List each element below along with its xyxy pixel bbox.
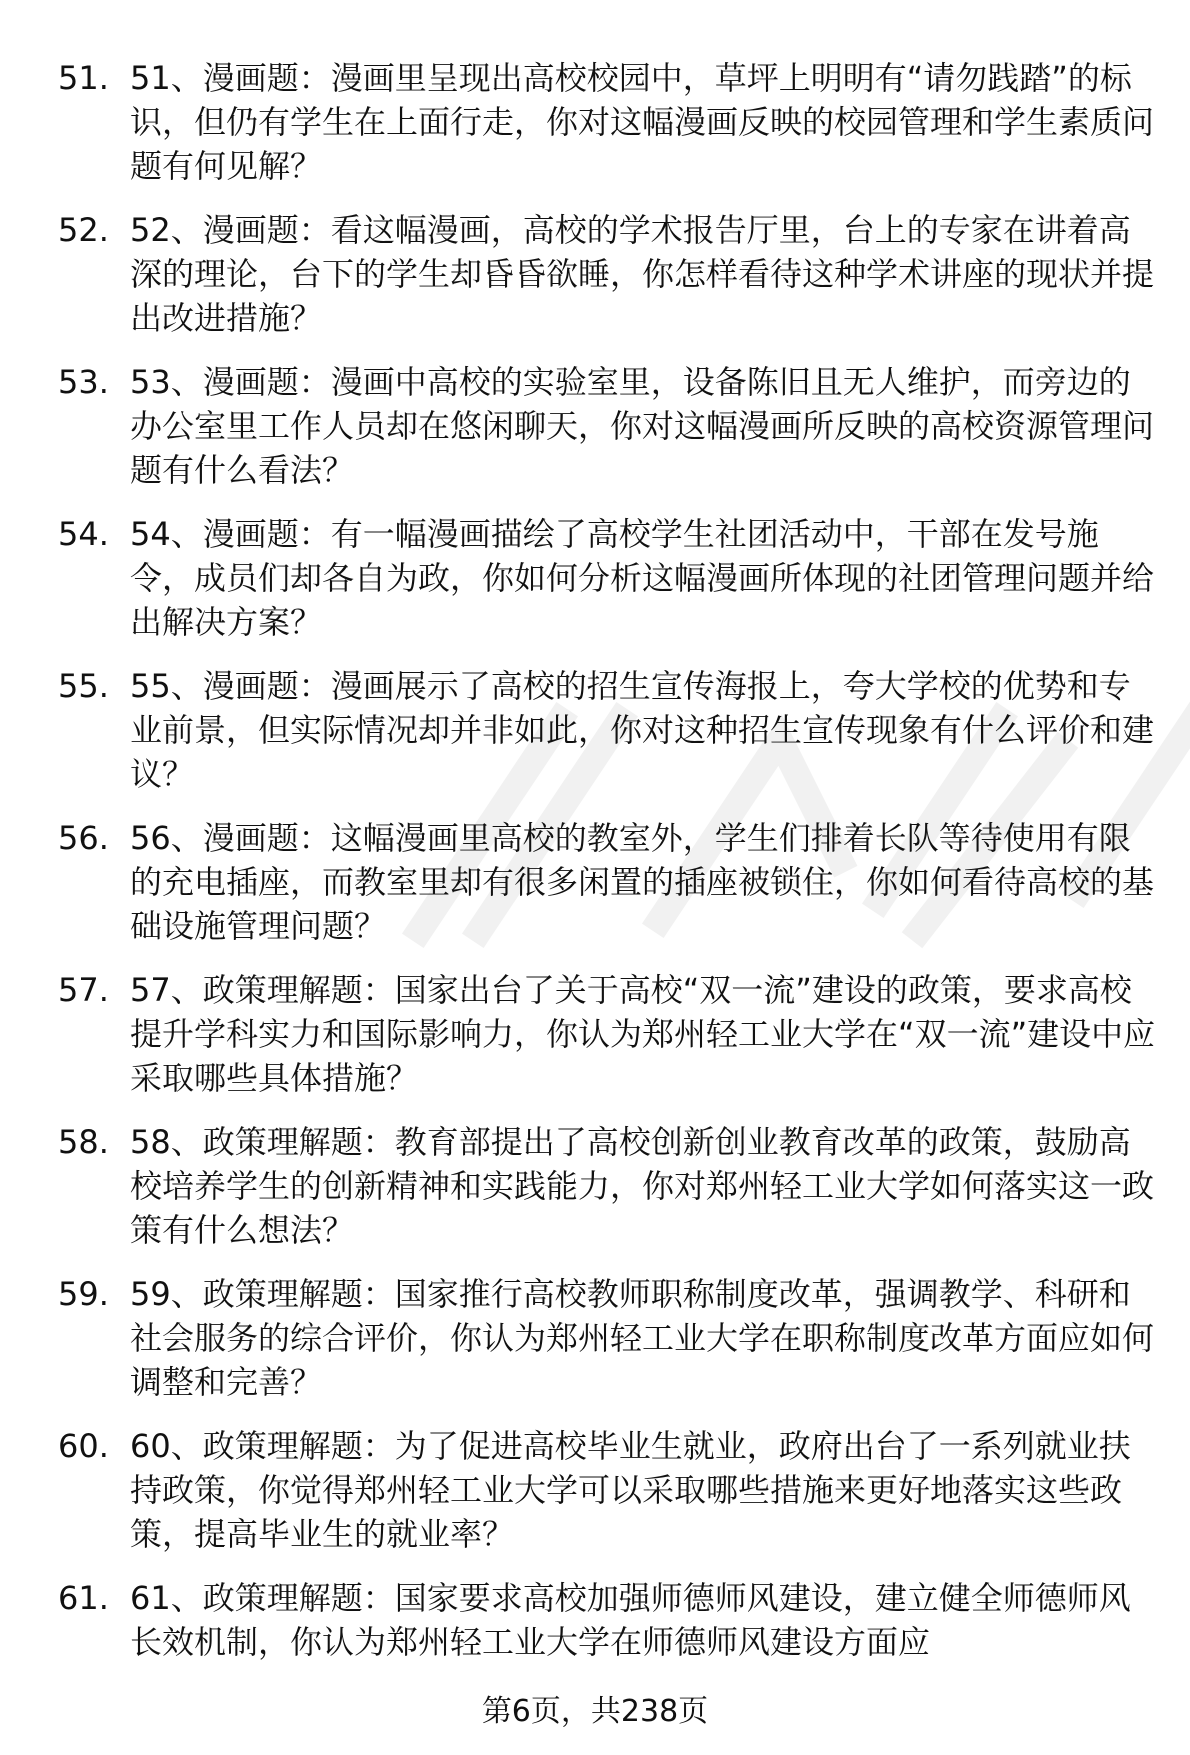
question-item xyxy=(58,968,1158,1100)
question-text: 58、政策理解题：教育部提出了高校创新创业教育改革的政策，鼓励高校培养学生的创新精神和实践能力，你对郑州轻工业大学如何落实这一政策有什么想法？ xyxy=(130,1123,1155,1249)
question-item xyxy=(58,1424,1158,1556)
question-text: 61、政策理解题：国家要求高校加强师德师风建设，建立健全师德师风长效机制，你认为郑州轻工业大学在师德师风建设方面应 xyxy=(130,1579,1131,1661)
question-text: 60、政策理解题：为了促进高校毕业生就业，政府出台了一系列就业扶持政策，你觉得郑州轻工业大学可以采取哪些措施来更好地落实这些政策，提高毕业生的就业率？ xyxy=(130,1427,1131,1553)
question-text: 55、漫画题：漫画展示了高校的招生宣传海报上，夸大学校的优势和专业前景，但实际情况却并非如此，你对这种招生宣传现象有什么评价和建议？ xyxy=(130,667,1155,793)
question-item xyxy=(58,664,1158,796)
question-number: 54. xyxy=(58,515,109,553)
question-item xyxy=(58,816,1158,948)
question-text: 57、政策理解题：国家出台了关于高校“双一流”建设的政策，要求高校提升学科实力和国际影响力，你认为郑州轻工业大学在“双一流”建设中应采取哪些具体措施？ xyxy=(130,971,1156,1097)
question-item xyxy=(58,1272,1158,1404)
question-text: 53、漫画题：漫画中高校的实验室里，设备陈旧且无人维护，而旁边的办公室里工作人员却在悠闲聊天，你对这幅漫画所反映的高校资源管理问题有什么看法？ xyxy=(130,363,1155,489)
question-text: 51、漫画题：漫画里呈现出高校校园中，草坪上明明有“请勿践踏”的标识，但仍有学生在上面行走，你对这幅漫画反映的校园管理和学生素质问题有何见解？ xyxy=(130,59,1155,185)
question-item xyxy=(58,360,1158,492)
question-number: 52. xyxy=(58,211,109,249)
question-list xyxy=(58,56,1158,1684)
question-text: 56、漫画题：这幅漫画里高校的教室外，学生们排着长队等待使用有限的充电插座，而教室里却有很多闲置的插座被锁住，你如何看待高校的基础设施管理问题？ xyxy=(130,819,1155,945)
question-item xyxy=(58,1120,1158,1252)
question-number: 60. xyxy=(58,1427,109,1465)
question-text: 59、政策理解题：国家推行高校教师职称制度改革，强调教学、科研和社会服务的综合评价，你认为郑州轻工业大学在职称制度改革方面应如何调整和完善？ xyxy=(130,1275,1155,1401)
page-footer: 第6页，共238页 xyxy=(481,1694,709,1729)
question-number: 56. xyxy=(58,819,109,857)
question-number: 51. xyxy=(58,59,109,97)
question-item xyxy=(58,56,1158,188)
question-number: 58. xyxy=(58,1123,109,1161)
question-number: 55. xyxy=(58,667,109,705)
question-item xyxy=(58,1576,1158,1664)
question-text: 54、漫画题：有一幅漫画描绘了高校学生社团活动中，干部在发号施令，成员们却各自为政，你如何分析这幅漫画所体现的社团管理问题并给出解决方案？ xyxy=(130,515,1155,641)
question-number: 53. xyxy=(58,363,109,401)
question-number: 61. xyxy=(58,1579,109,1617)
question-item xyxy=(58,512,1158,644)
question-number: 59. xyxy=(58,1275,109,1313)
question-item xyxy=(58,208,1158,340)
question-text: 52、漫画题：看这幅漫画，高校的学术报告厅里，台上的专家在讲着高深的理论，台下的学生却昏昏欲睡，你怎样看待这种学术讲座的现状并提出改进措施？ xyxy=(130,211,1155,337)
question-number: 57. xyxy=(58,971,109,1009)
